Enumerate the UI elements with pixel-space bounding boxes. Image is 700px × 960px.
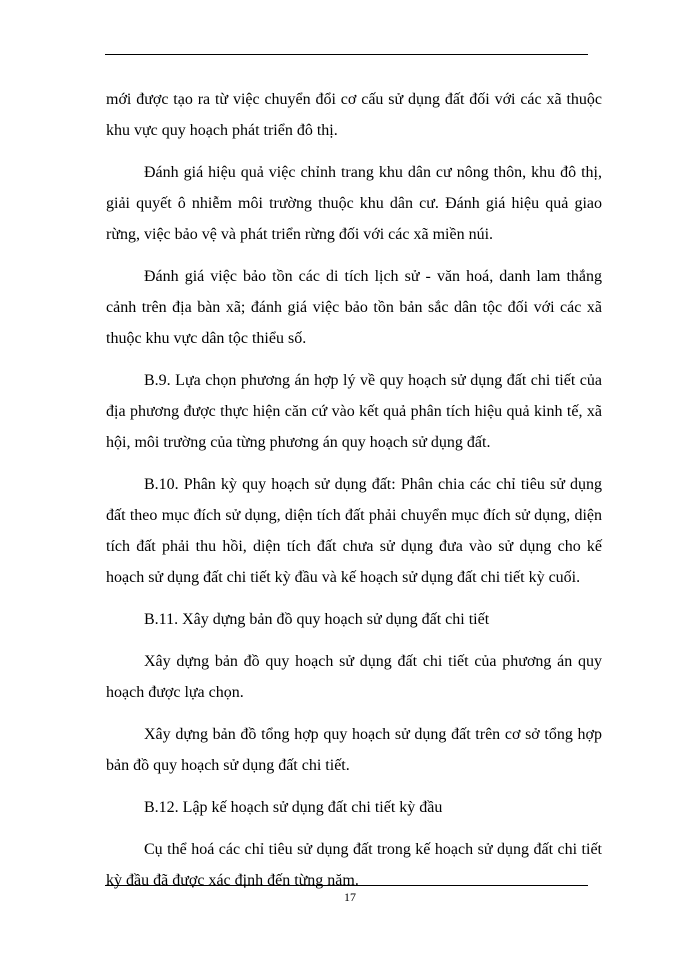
section-b12-heading: B.12. Lập kế hoạch sử dụng đất chi tiết kỳ đầu: [144, 799, 443, 816]
footer-rule: [105, 885, 588, 886]
page-body: [106, 84, 602, 907]
section-b9-paragraph: B.9. Lựa chọn phương án hợp lý về quy hoạch sử dụng đất chi tiết của địa phương được thực hiện căn cứ vào kết quả phân tích hiệu quả kinh tế, xã hội, môi trường của từng phương án quy hoạch sử dụng đất.: [106, 372, 602, 451]
section-b10-paragraph: B.10. Phân kỳ quy hoạch sử dụng đất: Phân chia các chỉ tiêu sử dụng đất theo mục đích sử dụng, diện tích đất phải chuyển mục đích sử dụng, diện tích đất phải thu hồi, diện tích đất chưa sử dụng đưa vào sử dụng cho kế hoạch sử dụng đất chi tiết kỳ đầu và kế hoạch sử dụng đất chi tiết kỳ cuối.: [106, 476, 602, 586]
body-paragraph: Xây dựng bản đồ tổng hợp quy hoạch sử dụng đất trên cơ sở tổng hợp bản đồ quy hoạch sử dụng đất chi tiết.: [106, 726, 602, 774]
section-b11-heading: B.11. Xây dựng bản đồ quy hoạch sử dụng đất chi tiết: [144, 611, 490, 628]
header-rule: [105, 54, 588, 55]
body-paragraph: Đánh giá hiệu quả việc chỉnh trang khu dân cư nông thôn, khu đô thị, giải quyết ô nhiễm môi trường thuộc khu dân cư. Đánh giá hiệu quả giao rừng, việc bảo vệ và phát triển rừng đối với các xã miền núi.: [106, 164, 602, 243]
body-paragraph: Đánh giá việc bảo tồn các di tích lịch sử - văn hoá, danh lam thắng cảnh trên địa bàn xã; đánh giá việc bảo tồn bản sắc dân tộc đối với các xã thuộc khu vực dân tộc thiểu số.: [106, 268, 602, 347]
body-paragraph: Xây dựng bản đồ quy hoạch sử dụng đất chi tiết của phương án quy hoạch được lựa chọn.: [106, 653, 602, 701]
body-paragraph: mới được tạo ra từ việc chuyển đổi cơ cấu sử dụng đất đối với các xã thuộc khu vực quy hoạch phát triển đô thị.: [106, 91, 602, 139]
page-number: 17: [344, 890, 356, 904]
body-paragraph: Cụ thể hoá các chỉ tiêu sử dụng đất trong kế hoạch sử dụng đất chi tiết kỳ đầu đã được xác định đến từng năm.: [106, 841, 602, 889]
